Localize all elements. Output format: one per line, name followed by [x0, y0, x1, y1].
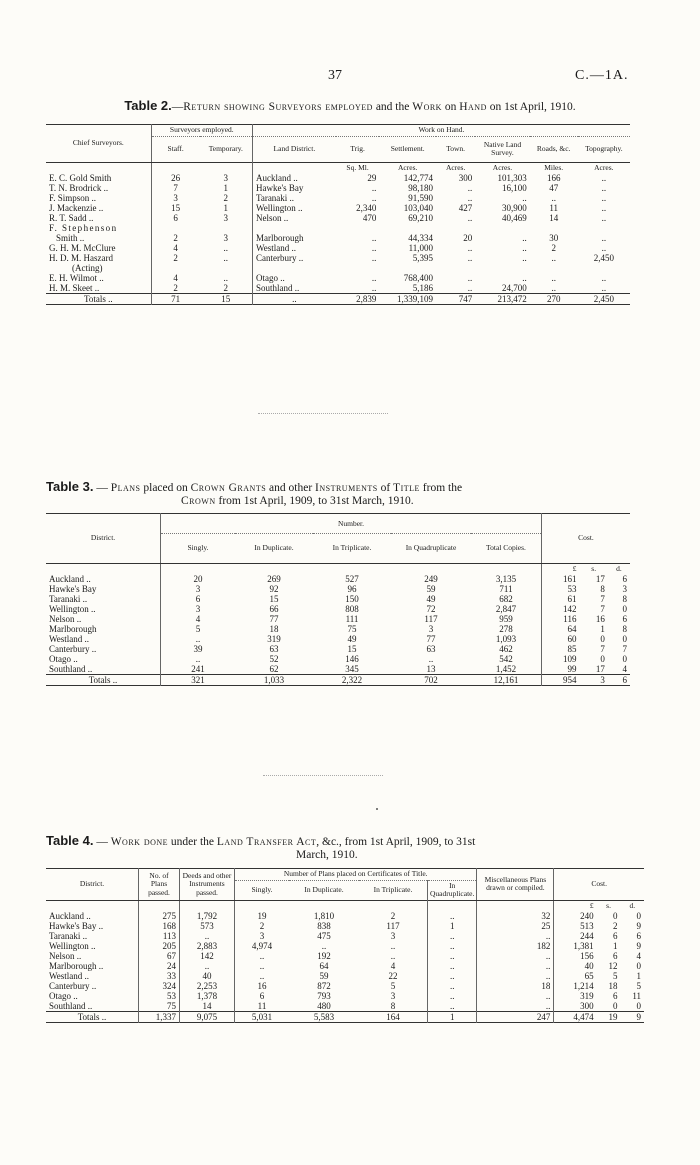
col-trig: Trig.	[350, 143, 365, 153]
table3-title: Table 3. — Plans placed on Crown Grants and other Instruments of Title from the Crown from 1st April, 1909, to 31st March, 1910.	[46, 479, 463, 507]
table-row: G. H. M. McClure 4 .. Westland .. .. 11,000 .. .. 2 ..	[49, 242, 607, 253]
table-row: Canterbury .. 39 63 15 63 462 85 7 7	[49, 643, 627, 654]
table-row: Southland .. 75 14 11 480 8 .. .. 300 0 0	[49, 1000, 641, 1011]
col-district: District.	[46, 514, 161, 564]
col-district: District.	[46, 869, 139, 901]
totals-row: Totals .. 321 1,033 2,322 702 12,161 954 3 6	[46, 674, 630, 685]
table-row: Nelson .. 67 142 .. 192 .. .. .. 156 6 4	[49, 950, 641, 961]
table-row: Taranaki .. 6 15 150 49 682 61 7 8	[49, 593, 627, 604]
col-land-district: Land District.	[252, 136, 335, 162]
col-chief-surveyors: Chief Surveyors.	[46, 125, 151, 163]
table2	[46, 124, 630, 305]
col-cost: Cost.	[542, 514, 631, 564]
table3	[46, 513, 630, 686]
col-cost: Cost.	[554, 869, 644, 901]
table2-title: Table 2.—Return showing Surveyors employed and the Work on Hand on 1st April, 1910.	[124, 98, 576, 113]
page-number: 37	[328, 68, 342, 83]
table-row: (Acting)	[46, 263, 630, 273]
col-in-triplicate: In Triplicate.	[373, 884, 413, 894]
page-reference: C.—1A.	[575, 68, 629, 83]
table-row: Smith .. 2 3 Marlborough .. 44,334 20 .. 30 ..	[56, 232, 607, 243]
totals-row: Totals .. 71 15 .. 2,839 1,339,109 747 213,472 270 2,450	[46, 293, 630, 304]
units-row: Sq. Ml. Acres. Acres. Acres. Miles. Acres.	[46, 162, 630, 173]
table-row: Wellington .. 3 66 808 72 2,847 142 7 0	[49, 603, 627, 614]
table-row: E. H. Wilmot .. 4 .. Otago .. .. 768,400 .. .. .. ..	[49, 272, 607, 283]
table-row: Taranaki .. 113 .. 3 475 3 .. .. 244 6 6	[49, 930, 641, 941]
table-row: H. D. M. Haszard 2 .. Canterbury .. .. 5,395 .. .. .. 2,450	[49, 252, 614, 263]
table-row: Otago .. .. 52 146 .. 542 109 0 0	[49, 653, 627, 664]
totals-row: Totals .. 1,337 9,075 5,031 5,583 164 1 247 4,474 19 9	[46, 1011, 644, 1022]
col-in-quadruplicate: In Quadruplicate.	[428, 880, 477, 900]
table3-label: Table 3.	[46, 479, 94, 494]
units-row: £ s. d.	[46, 900, 644, 911]
col-total-copies: Total Copies.	[486, 542, 526, 552]
section-divider	[258, 413, 388, 414]
col-temporary: Temporary.	[208, 143, 243, 153]
group-surveyors-employed: Surveyors employed.	[151, 125, 252, 137]
table-row: Southland .. 241 62 345 13 1,452 99 17 4	[49, 663, 627, 674]
table-row: F. Stephenson	[46, 223, 630, 233]
table-row: Auckland .. 20 269 527 249 3,135 161 17 6	[49, 573, 627, 584]
table-row: Auckland .. 275 1,792 19 1,810 2 .. 32 240 0 0	[49, 910, 641, 921]
group-number-of-plans: Number of Plans placed on Certificates of Title.	[235, 869, 477, 881]
table-row: Otago .. 53 1,378 6 793 3 .. .. 319 6 11	[49, 990, 641, 1001]
col-staff: Staff.	[151, 136, 199, 162]
col-singly: Singly.	[161, 533, 236, 563]
col-plans-passed: No. of Plans passed.	[139, 869, 180, 901]
col-native-land-survey: Native Land Survey.	[483, 139, 522, 157]
page-header	[0, 68, 700, 88]
table2-label: Table 2.	[124, 98, 172, 113]
col-settlement: Settlement.	[390, 143, 425, 153]
table-row: F. Simpson .. 3 2 Taranaki .. .. 91,590 .. .. .. ..	[49, 192, 607, 203]
col-topography: Topography.	[585, 143, 623, 153]
col-in-duplicate: In Duplicate.	[254, 542, 294, 552]
table-row: Hawke's Bay .. 168 573 2 838 117 1 25 513 2 9	[49, 920, 641, 931]
table-row: Westland .. .. 319 49 77 1,093 60 0 0	[49, 633, 627, 644]
col-town: Town.	[446, 143, 466, 153]
table-row: Marlborough 5 18 75 3 278 64 1 8	[49, 623, 627, 634]
table-row: R. T. Sadd .. 6 3 Nelson .. 470 69,210 .. 40,469 14 ..	[49, 212, 607, 223]
table-row: Nelson .. 4 77 111 117 959 116 16 6	[49, 613, 627, 624]
table-row: Westland .. 33 40 .. 59 22 .. .. 65 5 1	[49, 970, 641, 981]
col-in-triplicate: In Triplicate.	[332, 542, 372, 552]
group-number: Number.	[161, 514, 542, 534]
table-row: E. C. Gold Smith 26 3 Auckland .. 29 142,774 300 101,303 166 ..	[49, 172, 607, 183]
group-work-on-hand: Work on Hand.	[252, 125, 630, 137]
col-deeds-passed: Deeds and other Instruments passed.	[180, 869, 235, 901]
col-in-quadruplicate: In Quadruplicate	[405, 542, 457, 552]
table-row: H. M. Skeet .. 2 2 Southland .. .. 5,186 .. 24,700 .. ..	[49, 282, 607, 293]
table4	[46, 868, 644, 1023]
table4-label: Table 4.	[46, 833, 94, 848]
table-row: Hawke's Bay 3 92 96 59 711 53 8 3	[49, 583, 627, 594]
col-miscellaneous-plans: Miscellaneous Plans drawn or compiled.	[477, 869, 554, 901]
col-roads: Roads, &c.	[536, 143, 571, 153]
table-row: J. Mackenzie .. 15 1 Wellington .. 2,340 103,040 427 30,900 11 ..	[49, 202, 607, 213]
table4-title: Table 4. — Work done under the Land Transfer Act, &c., from 1st April, 1909, to 31st March, 1910.	[46, 833, 476, 861]
table-row: Marlborough .. 24 .. .. 64 4 .. .. 40 12 0	[49, 960, 641, 971]
table-row: T. N. Brodrick .. 7 1 Hawke's Bay .. 98,180 .. 16,100 47 ..	[49, 182, 607, 193]
col-in-duplicate: In Duplicate.	[304, 884, 344, 894]
section-divider	[263, 775, 383, 776]
units-row: £ s. d.	[46, 563, 630, 574]
col-singly: Singly.	[235, 880, 290, 900]
table-row: Wellington .. 205 2,883 4,974 .. .. .. 182 1,381 1 9	[49, 940, 641, 951]
table-row: Canterbury .. 324 2,253 16 872 5 .. 18 1,214 18 5	[49, 980, 641, 991]
page-mark	[376, 808, 378, 810]
